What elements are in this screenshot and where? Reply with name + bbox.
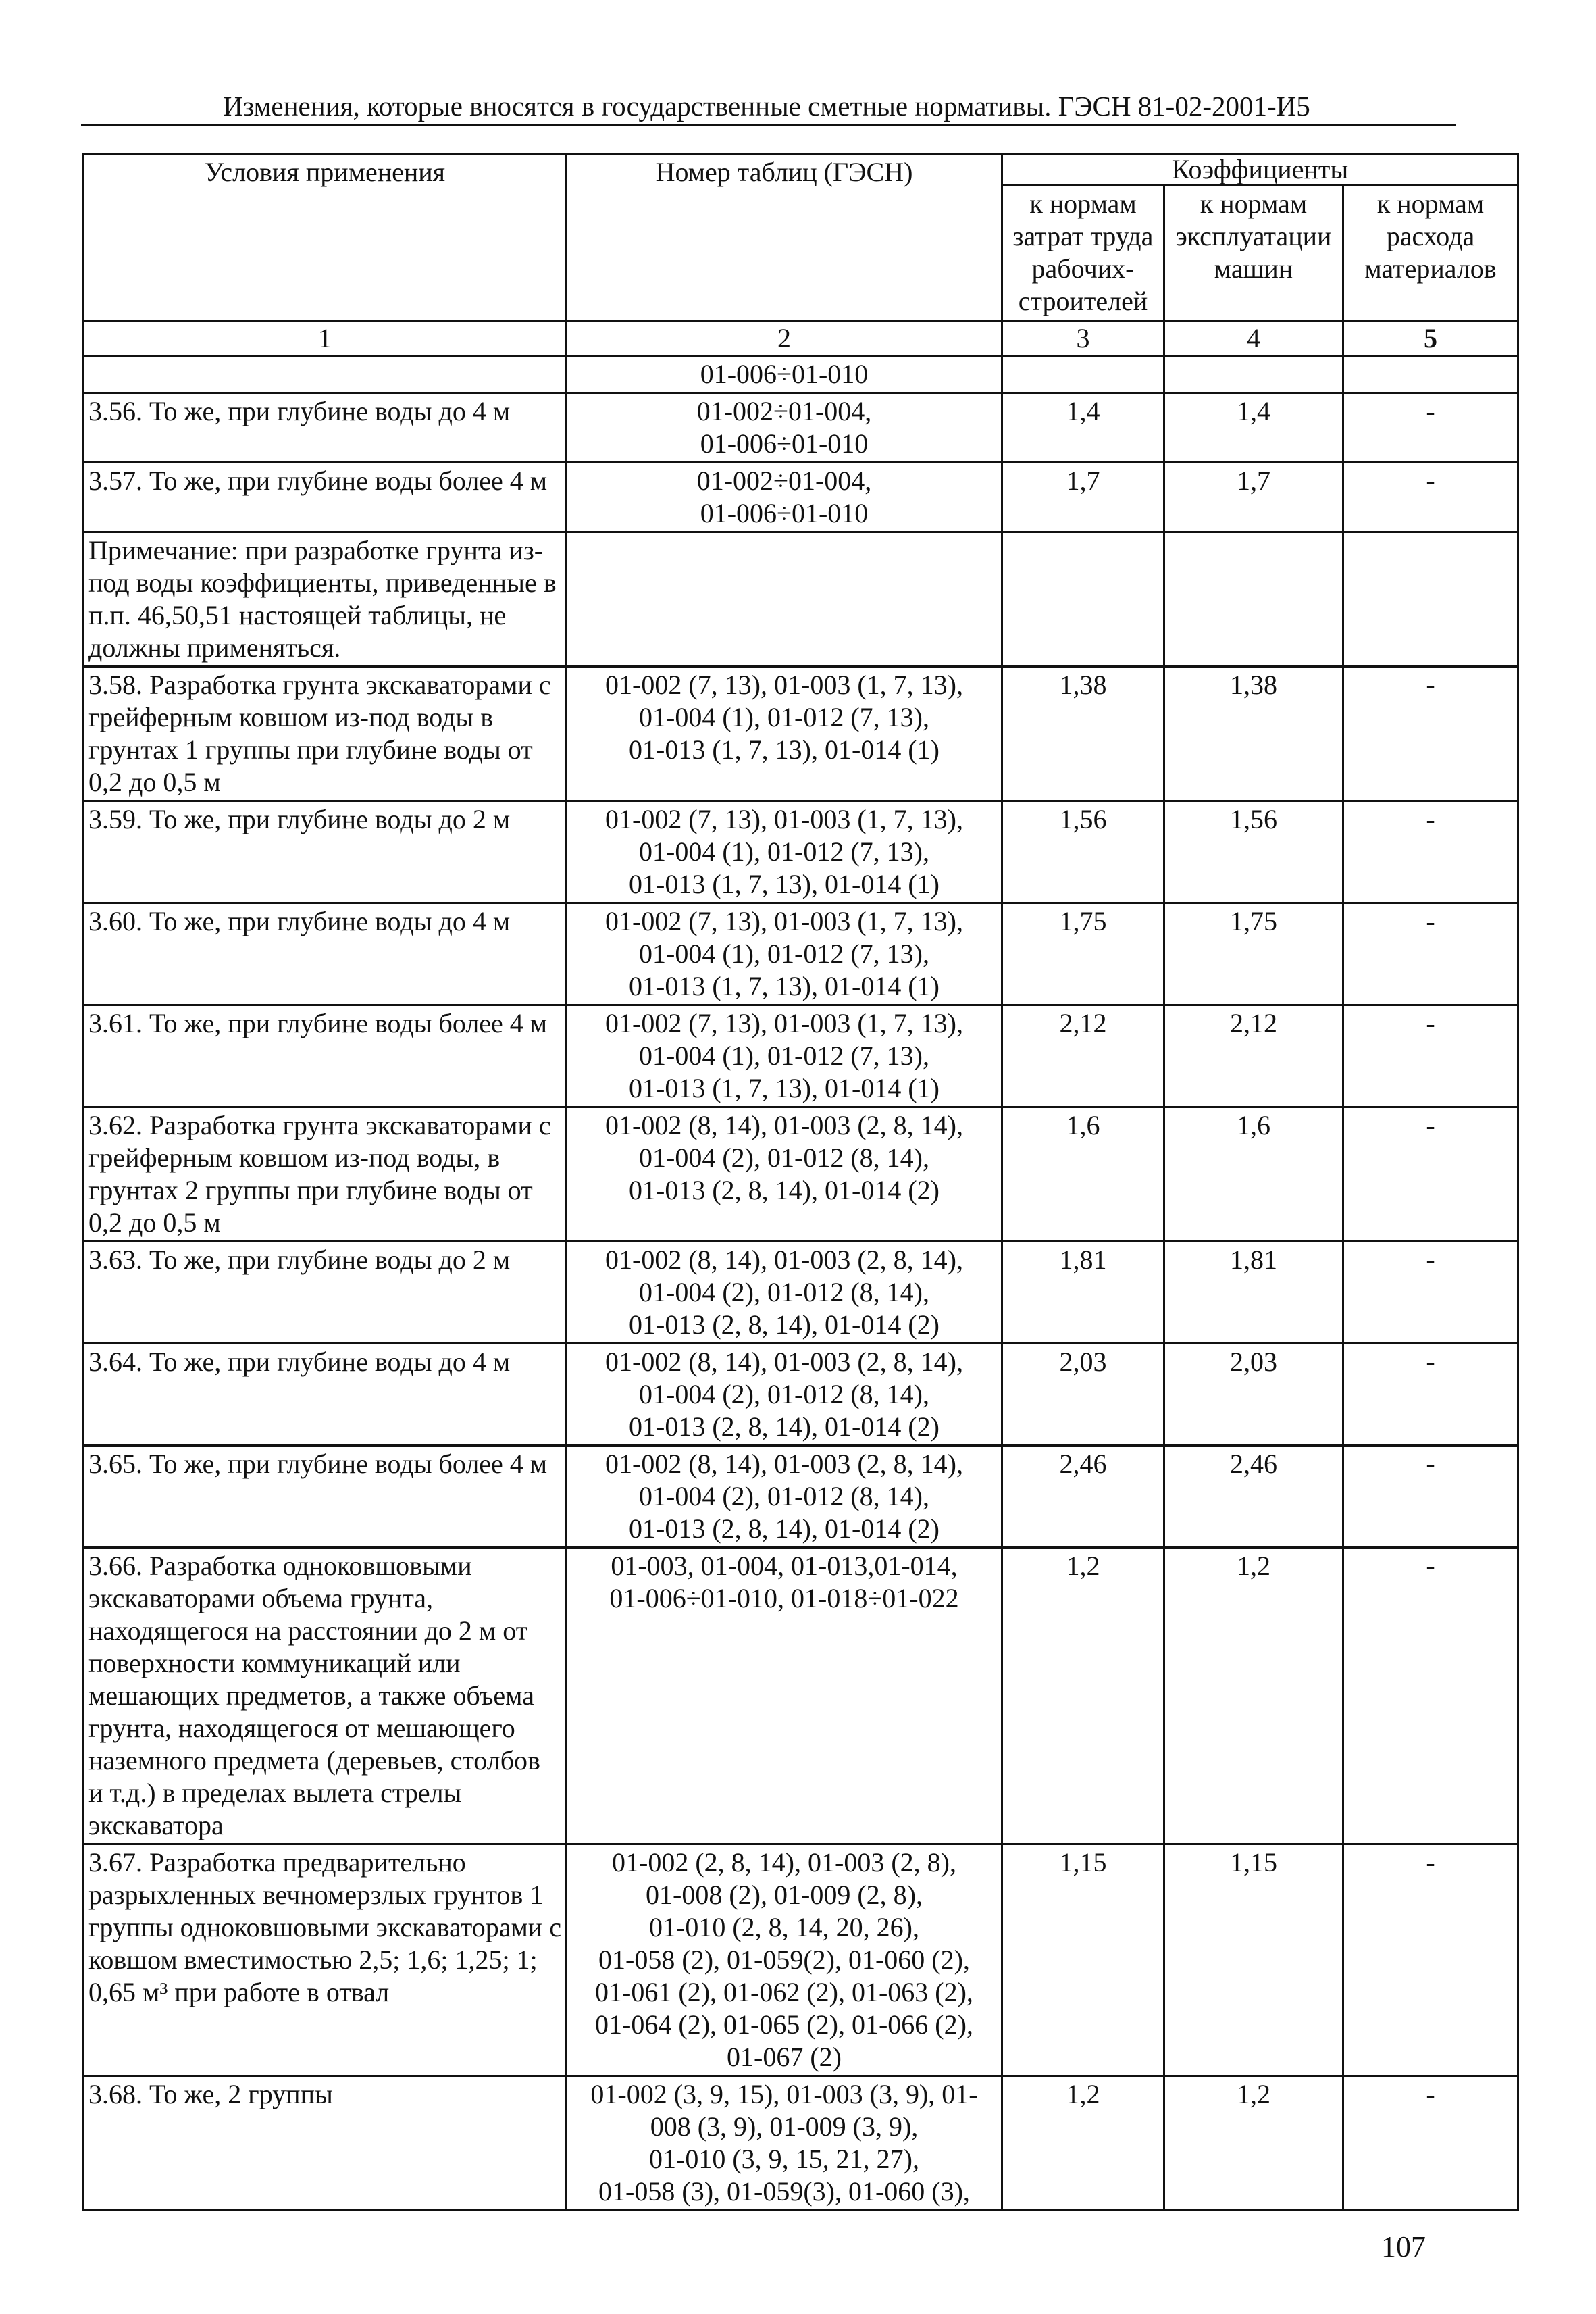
machines-coefficient-cell: 2,12	[1164, 1005, 1343, 1107]
materials-coefficient-cell: -	[1343, 393, 1518, 463]
header-labor: к нормам затрат труда рабочих-строителей	[1002, 186, 1164, 322]
table-numbers-cell: 01-002÷01-004, 01-006÷01-010	[567, 463, 1002, 532]
materials-coefficient-cell: -	[1343, 1107, 1518, 1242]
column-number: 4	[1164, 322, 1343, 356]
table-numbers-cell: 01-002 (8, 14), 01-003 (2, 8, 14), 01-004 (2), 01-012 (8, 14), 01-013 (2, 8, 14), 01-014 (2)	[567, 1344, 1002, 1446]
condition-cell: 3.56. То же, при глубине воды до 4 м	[84, 393, 567, 463]
machines-coefficient-cell: 1,15	[1164, 1844, 1343, 2076]
condition-cell: Примечание: при разработке грунта из-под воды коэффициенты, приведенные в п.п. 46,50,51 настоящей таблицы, не должны применяться.	[84, 532, 567, 667]
table-row	[84, 2076, 1518, 2211]
table-numbers-cell: 01-002 (8, 14), 01-003 (2, 8, 14), 01-004 (2), 01-012 (8, 14), 01-013 (2, 8, 14), 01-014 (2)	[567, 1107, 1002, 1242]
header-divider	[81, 124, 1456, 126]
labor-coefficient-cell: 2,03	[1002, 1344, 1164, 1446]
table-row	[84, 801, 1518, 903]
machines-coefficient-cell: 2,46	[1164, 1446, 1343, 1548]
machines-coefficient-cell: 1,6	[1164, 1107, 1343, 1242]
condition-cell: 3.62. Разработка грунта экскаваторами с грейферным ковшом из-под воды, в грунтах 2 группы при глубине воды от 0,2 до 0,5 м	[84, 1107, 567, 1242]
condition-cell: 3.58. Разработка грунта экскаваторами с грейферным ковшом из-под воды в грунтах 1 группы при глубине воды от 0,2 до 0,5 м	[84, 667, 567, 801]
column-number: 5	[1343, 322, 1518, 356]
materials-coefficient-cell: -	[1343, 903, 1518, 1005]
materials-coefficient-cell: -	[1343, 801, 1518, 903]
table-row	[84, 903, 1518, 1005]
labor-coefficient-cell: 1,4	[1002, 393, 1164, 463]
materials-coefficient-cell	[1343, 356, 1518, 393]
labor-coefficient-cell: 1,15	[1002, 1844, 1164, 2076]
machines-coefficient-cell: 1,2	[1164, 1548, 1343, 1844]
labor-coefficient-cell	[1002, 356, 1164, 393]
column-number: 1	[84, 322, 567, 356]
header-coefficients: Коэффициенты	[1002, 154, 1518, 186]
table-row	[84, 1107, 1518, 1242]
materials-coefficient-cell: -	[1343, 1242, 1518, 1344]
table-row	[84, 1446, 1518, 1548]
condition-cell: 3.68. То же, 2 группы	[84, 2076, 567, 2211]
condition-cell: 3.57. То же, при глубине воды более 4 м	[84, 463, 567, 532]
table-row	[84, 1548, 1518, 1844]
labor-coefficient-cell: 2,12	[1002, 1005, 1164, 1107]
table-body	[84, 356, 1518, 2211]
table-numbers-cell: 01-002 (8, 14), 01-003 (2, 8, 14), 01-004 (2), 01-012 (8, 14), 01-013 (2, 8, 14), 01-014 (2)	[567, 1242, 1002, 1344]
column-number: 2	[567, 322, 1002, 356]
materials-coefficient-cell	[1343, 532, 1518, 667]
table-row	[84, 1844, 1518, 2076]
table-row	[84, 1344, 1518, 1446]
page-number: 107	[1381, 2230, 1426, 2263]
table-row	[84, 532, 1518, 667]
labor-coefficient-cell: 1,38	[1002, 667, 1164, 801]
labor-coefficient-cell: 1,2	[1002, 1548, 1164, 1844]
materials-coefficient-cell: -	[1343, 1446, 1518, 1548]
condition-cell	[84, 356, 567, 393]
column-number: 3	[1002, 322, 1164, 356]
materials-coefficient-cell: -	[1343, 1548, 1518, 1844]
table-numbers-cell	[567, 532, 1002, 667]
labor-coefficient-cell: 1,7	[1002, 463, 1164, 532]
page-header: Изменения, которые вносятся в государственные сметные нормативы. ГЭСН 81-02-2001-И5	[223, 91, 1310, 122]
labor-coefficient-cell: 2,46	[1002, 1446, 1164, 1548]
table-numbers-cell: 01-002 (7, 13), 01-003 (1, 7, 13), 01-004 (1), 01-012 (7, 13), 01-013 (1, 7, 13), 01-014 (1)	[567, 1005, 1002, 1107]
header-machines: к нормам эксплуатации машин	[1164, 186, 1343, 322]
materials-coefficient-cell: -	[1343, 1344, 1518, 1446]
table-header-row	[84, 154, 1518, 186]
table-row	[84, 1005, 1518, 1107]
table-numbers-cell: 01-002 (7, 13), 01-003 (1, 7, 13), 01-004 (1), 01-012 (7, 13), 01-013 (1, 7, 13), 01-014 (1)	[567, 801, 1002, 903]
labor-coefficient-cell: 1,6	[1002, 1107, 1164, 1242]
labor-coefficient-cell: 1,2	[1002, 2076, 1164, 2211]
machines-coefficient-cell: 2,03	[1164, 1344, 1343, 1446]
table-row	[84, 667, 1518, 801]
table-numbers-cell: 01-002÷01-004, 01-006÷01-010	[567, 393, 1002, 463]
condition-cell: 3.63. То же, при глубине воды до 2 м	[84, 1242, 567, 1344]
materials-coefficient-cell: -	[1343, 1005, 1518, 1107]
table-numbers-cell: 01-002 (3, 9, 15), 01-003 (3, 9), 01- 008 (3, 9), 01-009 (3, 9), 01-010 (3, 9, 15, 21, 27), 01-058 (3), 01-059(3), 01-060 (3),	[567, 2076, 1002, 2211]
materials-coefficient-cell: -	[1343, 463, 1518, 532]
labor-coefficient-cell: 1,56	[1002, 801, 1164, 903]
table-row	[84, 356, 1518, 393]
table-numbers-cell: 01-002 (7, 13), 01-003 (1, 7, 13), 01-004 (1), 01-012 (7, 13), 01-013 (1, 7, 13), 01-014 (1)	[567, 903, 1002, 1005]
condition-cell: 3.61. То же, при глубине воды более 4 м	[84, 1005, 567, 1107]
column-number-row	[84, 322, 1518, 356]
condition-cell: 3.64. То же, при глубине воды до 4 м	[84, 1344, 567, 1446]
labor-coefficient-cell: 1,81	[1002, 1242, 1164, 1344]
table-row	[84, 1242, 1518, 1344]
table-numbers-cell: 01-002 (2, 8, 14), 01-003 (2, 8), 01-008 (2), 01-009 (2, 8), 01-010 (2, 8, 14, 20, 26), 01-058 (2), 01-059(2), 01-060 (2), 01-061 (2), 01-062 (2), 01-063 (2), 01-064 (2), 01-065 (2), 01-066 (2), 01-067 (2)	[567, 1844, 1002, 2076]
table-numbers-cell: 01-006÷01-010	[567, 356, 1002, 393]
machines-coefficient-cell: 1,2	[1164, 2076, 1343, 2211]
machines-coefficient-cell: 1,75	[1164, 903, 1343, 1005]
table-numbers-cell: 01-002 (7, 13), 01-003 (1, 7, 13), 01-004 (1), 01-012 (7, 13), 01-013 (1, 7, 13), 01-014 (1)	[567, 667, 1002, 801]
table-row	[84, 393, 1518, 463]
machines-coefficient-cell: 1,7	[1164, 463, 1343, 532]
table-numbers-cell: 01-003, 01-004, 01-013,01-014, 01-006÷01-010, 01-018÷01-022	[567, 1548, 1002, 1844]
machines-coefficient-cell: 1,4	[1164, 393, 1343, 463]
materials-coefficient-cell: -	[1343, 1844, 1518, 2076]
header-materials: к нормам расхода материалов	[1343, 186, 1518, 322]
machines-coefficient-cell: 1,38	[1164, 667, 1343, 801]
condition-cell: 3.65. То же, при глубине воды более 4 м	[84, 1446, 567, 1548]
condition-cell: 3.60. То же, при глубине воды до 4 м	[84, 903, 567, 1005]
header-conditions: Условия применения	[84, 154, 567, 322]
coefficients-table	[82, 153, 1519, 2211]
machines-coefficient-cell: 1,56	[1164, 801, 1343, 903]
labor-coefficient-cell: 1,75	[1002, 903, 1164, 1005]
materials-coefficient-cell: -	[1343, 667, 1518, 801]
labor-coefficient-cell	[1002, 532, 1164, 667]
condition-cell: 3.66. Разработка одноковшовыми экскаваторами объема грунта, находящегося на расстоянии до 2 м от поверхности коммуникаций или мешающих предметов, а также объема грунта, находящегося от мешающего наземного предмета (деревьев, столбов и т.д.) в пределах вылета стрелы экскаватора	[84, 1548, 567, 1844]
machines-coefficient-cell	[1164, 532, 1343, 667]
header-table-numbers: Номер таблиц (ГЭСН)	[567, 154, 1002, 322]
condition-cell: 3.59. То же, при глубине воды до 2 м	[84, 801, 567, 903]
table-row	[84, 463, 1518, 532]
machines-coefficient-cell: 1,81	[1164, 1242, 1343, 1344]
table-numbers-cell: 01-002 (8, 14), 01-003 (2, 8, 14), 01-004 (2), 01-012 (8, 14), 01-013 (2, 8, 14), 01-014 (2)	[567, 1446, 1002, 1548]
materials-coefficient-cell: -	[1343, 2076, 1518, 2211]
machines-coefficient-cell	[1164, 356, 1343, 393]
condition-cell: 3.67. Разработка предварительно разрыхленных вечномерзлых грунтов 1 группы одноковшовыми экскаваторами с ковшом вместимостью 2,5; 1,6; 1,25; 1; 0,65 м³ при работе в отвал	[84, 1844, 567, 2076]
